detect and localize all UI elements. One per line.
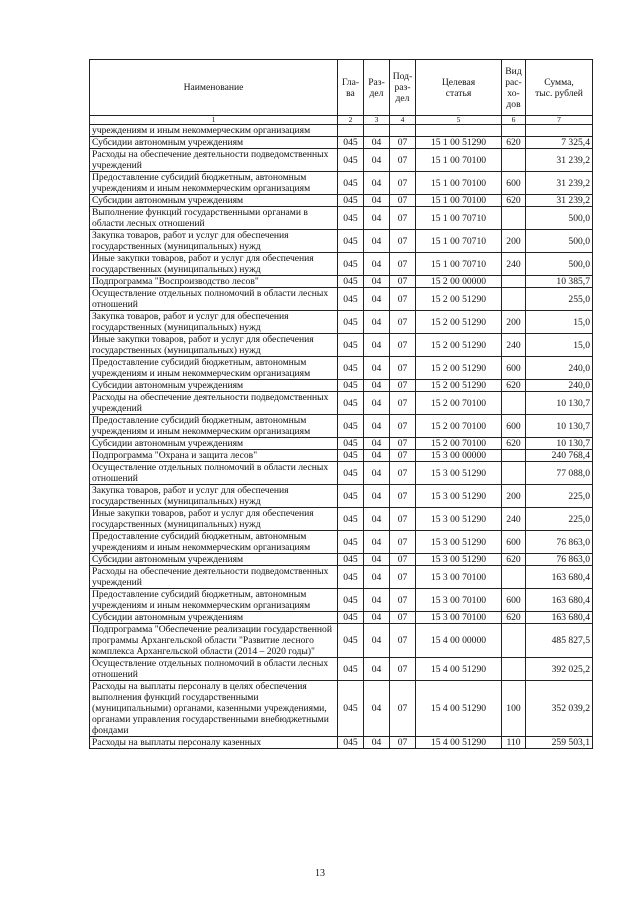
row-name: Предоставление субсидий бюджетным, автономным учреждениям и иным некоммерческим организациям — [90, 531, 338, 554]
row-razdel: 04 — [364, 357, 390, 380]
row-vid — [502, 207, 526, 230]
table-row — [90, 172, 593, 195]
row-sum: 10 385,7 — [526, 276, 593, 288]
row-statya: 15 2 00 51290 — [416, 311, 502, 334]
row-statya: 15 2 00 51290 — [416, 288, 502, 311]
row-vid: 240 — [502, 508, 526, 531]
table-row — [90, 485, 593, 508]
table-row — [90, 450, 593, 462]
table-header — [90, 60, 593, 125]
row-sum: 500,0 — [526, 253, 593, 276]
row-sum: 485 827,5 — [526, 624, 593, 658]
row-statya: 15 1 00 70100 — [416, 149, 502, 172]
col-number: 5 — [416, 116, 502, 125]
row-statya — [416, 125, 502, 137]
table-row — [90, 207, 593, 230]
row-sum: 31 239,2 — [526, 172, 593, 195]
row-podrazdel: 07 — [390, 207, 416, 230]
row-statya: 15 2 00 70100 — [416, 438, 502, 450]
row-sum: 76 863,0 — [526, 531, 593, 554]
table-row — [90, 276, 593, 288]
row-vid: 240 — [502, 253, 526, 276]
col-number: 3 — [364, 116, 390, 125]
row-vid — [502, 624, 526, 658]
row-vid: 620 — [502, 137, 526, 149]
row-glava: 045 — [338, 253, 364, 276]
row-name: Субсидии автономным учреждениям — [90, 380, 338, 392]
row-glava: 045 — [338, 589, 364, 612]
row-vid: 620 — [502, 195, 526, 207]
row-sum: 15,0 — [526, 311, 593, 334]
row-statya: 15 1 00 70710 — [416, 230, 502, 253]
row-name: Расходы на выплаты персоналу казенных — [90, 737, 338, 749]
row-statya: 15 3 00 70100 — [416, 612, 502, 624]
row-statya: 15 1 00 70100 — [416, 195, 502, 207]
row-glava: 045 — [338, 311, 364, 334]
row-vid: 600 — [502, 172, 526, 195]
row-vid — [502, 658, 526, 681]
row-glava: 045 — [338, 276, 364, 288]
row-glava: 045 — [338, 334, 364, 357]
row-name: Расходы на обеспечение деятельности подведомственных учреждений — [90, 149, 338, 172]
row-sum: 240,0 — [526, 357, 593, 380]
row-sum: 225,0 — [526, 508, 593, 531]
row-razdel: 04 — [364, 485, 390, 508]
row-glava: 045 — [338, 554, 364, 566]
table-row — [90, 288, 593, 311]
row-vid — [502, 566, 526, 589]
column-numbers-row — [90, 116, 593, 125]
row-name: Иные закупки товаров, работ и услуг для обеспечения государственных (муниципальных) нужд — [90, 508, 338, 531]
row-statya: 15 3 00 70100 — [416, 589, 502, 612]
row-podrazdel: 07 — [390, 438, 416, 450]
row-sum: 31 239,2 — [526, 149, 593, 172]
row-vid: 620 — [502, 380, 526, 392]
row-name: Подпрограмма "Охрана и защита лесов" — [90, 450, 338, 462]
row-podrazdel: 07 — [390, 554, 416, 566]
row-razdel: 04 — [364, 566, 390, 589]
row-glava: 045 — [338, 462, 364, 485]
row-vid: 200 — [502, 311, 526, 334]
table-row — [90, 380, 593, 392]
row-name: Подпрограмма "Воспроизводство лесов" — [90, 276, 338, 288]
row-glava: 045 — [338, 195, 364, 207]
row-glava: 045 — [338, 737, 364, 749]
row-name: Субсидии автономным учреждениям — [90, 195, 338, 207]
row-razdel: 04 — [364, 172, 390, 195]
row-glava: 045 — [338, 288, 364, 311]
row-razdel: 04 — [364, 195, 390, 207]
row-glava: 045 — [338, 207, 364, 230]
row-name: Расходы на обеспечение деятельности подведомственных учреждений — [90, 392, 338, 415]
row-podrazdel: 07 — [390, 311, 416, 334]
table-row — [90, 230, 593, 253]
row-razdel: 04 — [364, 276, 390, 288]
row-podrazdel: 07 — [390, 737, 416, 749]
header-razdel: Раз- дел — [364, 60, 390, 116]
row-razdel: 04 — [364, 415, 390, 438]
row-podrazdel: 07 — [390, 658, 416, 681]
row-statya: 15 3 00 51290 — [416, 462, 502, 485]
table-row — [90, 392, 593, 415]
row-glava: 045 — [338, 612, 364, 624]
row-statya: 15 2 00 51290 — [416, 334, 502, 357]
row-sum: 76 863,0 — [526, 554, 593, 566]
row-podrazdel: 07 — [390, 195, 416, 207]
row-razdel — [364, 125, 390, 137]
row-statya: 15 2 00 00000 — [416, 276, 502, 288]
table-row — [90, 566, 593, 589]
row-name: Иные закупки товаров, работ и услуг для обеспечения государственных (муниципальных) нужд — [90, 334, 338, 357]
col-number: 4 — [390, 116, 416, 125]
row-podrazdel: 07 — [390, 508, 416, 531]
row-vid — [502, 149, 526, 172]
row-statya: 15 3 00 51290 — [416, 485, 502, 508]
row-statya: 15 3 00 00000 — [416, 450, 502, 462]
row-podrazdel: 07 — [390, 531, 416, 554]
row-statya: 15 2 00 51290 — [416, 357, 502, 380]
header-vid: Вид рас- хо- дов — [502, 60, 526, 116]
row-vid: 200 — [502, 485, 526, 508]
row-glava: 045 — [338, 380, 364, 392]
row-podrazdel: 07 — [390, 681, 416, 737]
row-glava: 045 — [338, 485, 364, 508]
row-statya: 15 2 00 51290 — [416, 380, 502, 392]
row-statya: 15 3 00 51290 — [416, 531, 502, 554]
table-row — [90, 149, 593, 172]
row-podrazdel — [390, 125, 416, 137]
row-name: Осуществление отдельных полномочий в области лесных отношений — [90, 658, 338, 681]
row-sum: 259 503,1 — [526, 737, 593, 749]
row-glava: 045 — [338, 624, 364, 658]
row-statya: 15 2 00 70100 — [416, 415, 502, 438]
row-name: Предоставление субсидий бюджетным, автономным учреждениям и иным некоммерческим организациям — [90, 172, 338, 195]
row-vid — [502, 450, 526, 462]
row-name: Закупка товаров, работ и услуг для обеспечения государственных (муниципальных) нужд — [90, 311, 338, 334]
row-podrazdel: 07 — [390, 462, 416, 485]
row-podrazdel: 07 — [390, 288, 416, 311]
row-sum: 225,0 — [526, 485, 593, 508]
row-glava: 045 — [338, 658, 364, 681]
row-sum: 163 680,4 — [526, 589, 593, 612]
row-statya: 15 1 00 70710 — [416, 253, 502, 276]
row-sum: 7 325,4 — [526, 137, 593, 149]
header-summa: Сумма, тыс. рублей — [526, 60, 593, 116]
row-glava: 045 — [338, 149, 364, 172]
row-razdel: 04 — [364, 612, 390, 624]
table-body — [90, 125, 593, 749]
row-podrazdel: 07 — [390, 612, 416, 624]
header-name: Наименование — [90, 60, 338, 116]
row-name: Субсидии автономным учреждениям — [90, 438, 338, 450]
table-row — [90, 253, 593, 276]
row-razdel: 04 — [364, 311, 390, 334]
row-glava: 045 — [338, 357, 364, 380]
row-razdel: 04 — [364, 508, 390, 531]
row-vid: 110 — [502, 737, 526, 749]
row-vid: 600 — [502, 531, 526, 554]
row-sum: 163 680,4 — [526, 566, 593, 589]
row-statya: 15 1 00 51290 — [416, 137, 502, 149]
table-row — [90, 624, 593, 658]
table-row — [90, 554, 593, 566]
row-name: Субсидии автономным учреждениям — [90, 554, 338, 566]
row-statya: 15 4 00 00000 — [416, 624, 502, 658]
row-statya: 15 3 00 70100 — [416, 566, 502, 589]
table-row — [90, 137, 593, 149]
row-glava: 045 — [338, 450, 364, 462]
row-podrazdel: 07 — [390, 380, 416, 392]
table-row — [90, 658, 593, 681]
row-razdel: 04 — [364, 462, 390, 485]
row-podrazdel: 07 — [390, 334, 416, 357]
row-sum — [526, 125, 593, 137]
row-razdel: 04 — [364, 554, 390, 566]
row-vid — [502, 276, 526, 288]
row-glava: 045 — [338, 531, 364, 554]
row-sum: 10 130,7 — [526, 438, 593, 450]
row-podrazdel: 07 — [390, 485, 416, 508]
row-name: Закупка товаров, работ и услуг для обеспечения государственных (муниципальных) нужд — [90, 485, 338, 508]
row-statya: 15 3 00 51290 — [416, 508, 502, 531]
row-name: Расходы на выплаты персоналу в целях обеспечения выполнения функций государственными (муниципальными) органами, казенными учреждениями, органами управления государственными внебюджетными фондами — [90, 681, 338, 737]
row-statya: 15 4 00 51290 — [416, 681, 502, 737]
col-number: 6 — [502, 116, 526, 125]
table-row — [90, 334, 593, 357]
row-vid: 620 — [502, 438, 526, 450]
row-name: Иные закупки товаров, работ и услуг для обеспечения государственных (муниципальных) нужд — [90, 253, 338, 276]
table-row — [90, 195, 593, 207]
table-row — [90, 589, 593, 612]
row-razdel: 04 — [364, 207, 390, 230]
row-glava: 045 — [338, 566, 364, 589]
row-podrazdel: 07 — [390, 149, 416, 172]
row-vid: 600 — [502, 589, 526, 612]
row-podrazdel: 07 — [390, 137, 416, 149]
col-number: 1 — [90, 116, 338, 125]
row-name: Осуществление отдельных полномочий в области лесных отношений — [90, 462, 338, 485]
row-sum: 163 680,4 — [526, 612, 593, 624]
col-number: 2 — [338, 116, 364, 125]
row-podrazdel: 07 — [390, 392, 416, 415]
table-row — [90, 125, 593, 137]
row-sum: 500,0 — [526, 207, 593, 230]
row-name: Расходы на обеспечение деятельности подведомственных учреждений — [90, 566, 338, 589]
row-sum: 10 130,7 — [526, 392, 593, 415]
row-podrazdel: 07 — [390, 357, 416, 380]
row-podrazdel: 07 — [390, 230, 416, 253]
row-name: Осуществление отдельных полномочий в области лесных отношений — [90, 288, 338, 311]
table-row — [90, 508, 593, 531]
row-vid — [502, 392, 526, 415]
row-vid — [502, 462, 526, 485]
row-glava: 045 — [338, 137, 364, 149]
row-name: Субсидии автономным учреждениям — [90, 612, 338, 624]
row-statya: 15 1 00 70710 — [416, 207, 502, 230]
row-name: Выполнение функций государственными органами в области лесных отношений — [90, 207, 338, 230]
row-vid: 600 — [502, 357, 526, 380]
row-podrazdel: 07 — [390, 172, 416, 195]
row-sum: 10 130,7 — [526, 415, 593, 438]
row-podrazdel: 07 — [390, 253, 416, 276]
row-statya: 15 3 00 51290 — [416, 554, 502, 566]
row-podrazdel: 07 — [390, 450, 416, 462]
table-row — [90, 612, 593, 624]
row-glava: 045 — [338, 438, 364, 450]
row-razdel: 04 — [364, 230, 390, 253]
row-razdel: 04 — [364, 737, 390, 749]
table-row — [90, 462, 593, 485]
row-statya: 15 2 00 70100 — [416, 392, 502, 415]
row-vid: 620 — [502, 612, 526, 624]
row-razdel: 04 — [364, 392, 390, 415]
page-number: 13 — [315, 868, 325, 879]
row-razdel: 04 — [364, 531, 390, 554]
row-sum: 352 039,2 — [526, 681, 593, 737]
row-name: Предоставление субсидий бюджетным, автономным учреждениям и иным некоммерческим организациям — [90, 589, 338, 612]
row-glava: 045 — [338, 172, 364, 195]
row-razdel: 04 — [364, 149, 390, 172]
row-sum: 31 239,2 — [526, 195, 593, 207]
row-sum: 255,0 — [526, 288, 593, 311]
table-row — [90, 357, 593, 380]
row-podrazdel: 07 — [390, 276, 416, 288]
row-razdel: 04 — [364, 658, 390, 681]
row-glava — [338, 125, 364, 137]
row-glava: 045 — [338, 508, 364, 531]
row-sum: 77 088,0 — [526, 462, 593, 485]
row-vid — [502, 288, 526, 311]
row-sum: 240,0 — [526, 380, 593, 392]
row-sum: 240 768,4 — [526, 450, 593, 462]
row-sum: 392 025,2 — [526, 658, 593, 681]
row-razdel: 04 — [364, 624, 390, 658]
row-sum: 500,0 — [526, 230, 593, 253]
row-razdel: 04 — [364, 438, 390, 450]
budget-table — [89, 59, 593, 749]
row-razdel: 04 — [364, 288, 390, 311]
row-vid: 100 — [502, 681, 526, 737]
table-row — [90, 531, 593, 554]
row-name: Предоставление субсидий бюджетным, автономным учреждениям и иным некоммерческим организациям — [90, 415, 338, 438]
row-statya: 15 4 00 51290 — [416, 737, 502, 749]
row-podrazdel: 07 — [390, 624, 416, 658]
table-row — [90, 415, 593, 438]
row-podrazdel: 07 — [390, 566, 416, 589]
row-glava: 045 — [338, 415, 364, 438]
row-vid: 240 — [502, 334, 526, 357]
row-name: Закупка товаров, работ и услуг для обеспечения государственных (муниципальных) нужд — [90, 230, 338, 253]
row-vid — [502, 125, 526, 137]
row-podrazdel: 07 — [390, 415, 416, 438]
header-statya: Целевая статья — [416, 60, 502, 116]
row-vid: 200 — [502, 230, 526, 253]
table-row — [90, 681, 593, 737]
row-glava: 045 — [338, 392, 364, 415]
row-razdel: 04 — [364, 681, 390, 737]
row-razdel: 04 — [364, 589, 390, 612]
table-row — [90, 311, 593, 334]
row-name: Подпрограмма "Обеспечение реализации государственной программы Архангельской области "Развитие лесного комплекса Архангельской области (2014 – 2020 годы)" — [90, 624, 338, 658]
row-name: Предоставление субсидий бюджетным, автономным учреждениям и иным некоммерческим организациям — [90, 357, 338, 380]
row-vid: 620 — [502, 554, 526, 566]
header-glava: Гла- ва — [338, 60, 364, 116]
table-row — [90, 737, 593, 749]
row-statya: 15 4 00 51290 — [416, 658, 502, 681]
row-vid: 600 — [502, 415, 526, 438]
row-glava: 045 — [338, 681, 364, 737]
row-name: Субсидии автономным учреждениям — [90, 137, 338, 149]
row-razdel: 04 — [364, 380, 390, 392]
row-podrazdel: 07 — [390, 589, 416, 612]
row-glava: 045 — [338, 230, 364, 253]
row-razdel: 04 — [364, 253, 390, 276]
row-name: учреждениям и иным некоммерческим организациям — [90, 125, 338, 137]
row-razdel: 04 — [364, 334, 390, 357]
col-number: 7 — [526, 116, 593, 125]
row-statya: 15 1 00 70100 — [416, 172, 502, 195]
table-row — [90, 438, 593, 450]
header-podrazdel: Под- раз- дел — [390, 60, 416, 116]
row-razdel: 04 — [364, 137, 390, 149]
row-sum: 15,0 — [526, 334, 593, 357]
row-razdel: 04 — [364, 450, 390, 462]
